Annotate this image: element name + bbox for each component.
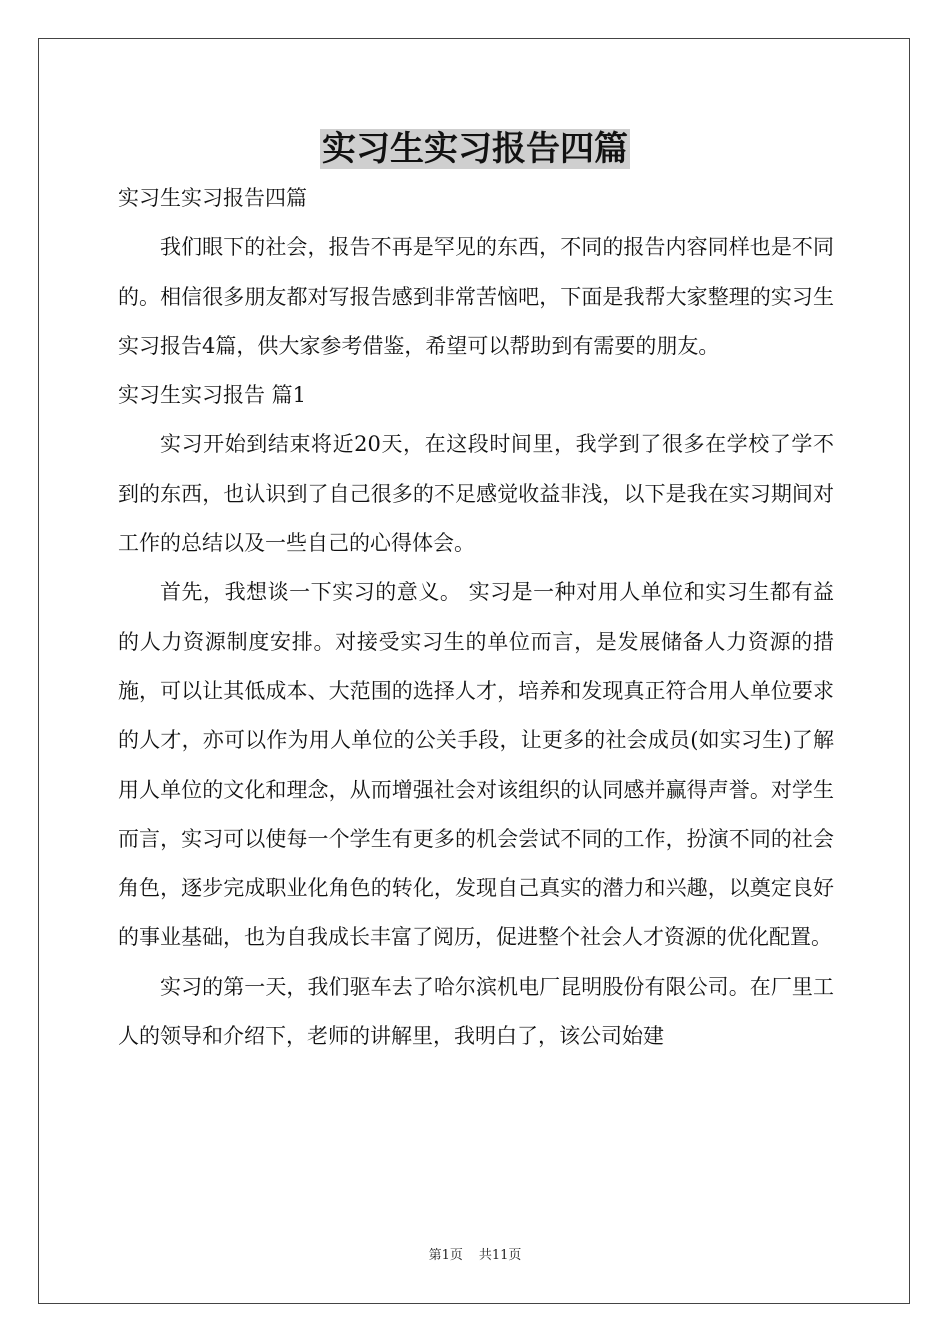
section-paragraph-2: 首先，我想谈一下实习的意义。 实习是一种对用人单位和实习生都有益的人力资源制度安排。对接受实习生的单位而言，是发展储备人力资源的措施，可以让其低成本、大范围的选择人才，培养和发现真正符合用人单位要求的人才，亦可以作为用人单位的公关手段，让更多的社会成员(如实习生)了解用人单位的文化和理念，从而增强社会对该组织的认同感并赢得声誉。对学生而言，实习可以使每一个学生有更多的机会尝试不同的工作，扮演不同的社会角色，逐步完成职业化角色的转化，发现自己真实的潜力和兴趣，以奠定良好的事业基础，也为自我成长丰富了阅历，促进整个社会人才资源的优化配置。	[118, 580, 834, 950]
page-footer	[0, 1244, 950, 1263]
page-total: 共11页	[478, 1248, 522, 1263]
section-paragraph-3: 实习的第一天，我们驱车去了哈尔滨机电厂昆明股份有限公司。在厂里工人的领导和介绍下，老师的讲解里，我明白了，该公司始建	[118, 974, 834, 1049]
section-paragraph-1: 实习开始到结束将近20天，在这段时间里，我学到了很多在学校了学不到的东西，也认识到了自己很多的不足感觉收益非浅，以下是我在实习期间对工作的总结以及一些自己的心得体会。	[118, 432, 834, 556]
section-heading: 实习生实习报告 篇1	[118, 383, 307, 408]
document-title	[0, 124, 950, 174]
intro-paragraph: 我们眼下的社会，报告不再是罕见的东西，不同的报告内容同样也是不同的。相信很多朋友都对写报告感到非常苦恼吧，下面是我帮大家整理的实习生实习报告4篇，供大家参考借鉴，希望可以帮助到有需要的朋友。	[118, 235, 834, 358]
document-title-text: 实习生实习报告四篇	[322, 129, 628, 169]
page-number: 第1页	[428, 1248, 463, 1263]
document-body	[118, 174, 834, 1061]
document-subtitle: 实习生实习报告四篇	[118, 186, 307, 210]
